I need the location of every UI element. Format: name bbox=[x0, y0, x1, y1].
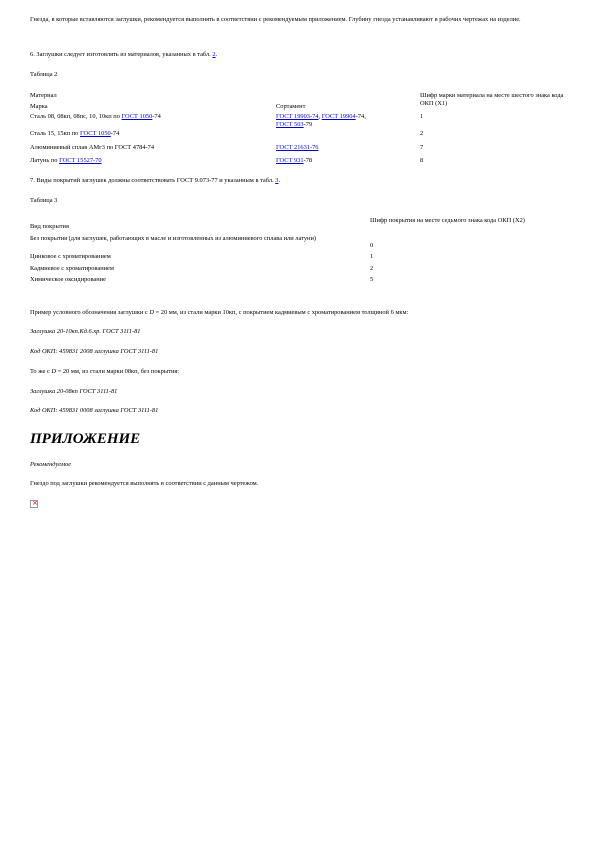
appendix-title: ПРИЛОЖЕНИЕ bbox=[30, 431, 141, 447]
gost-link[interactable]: ГОСТ 503 bbox=[276, 120, 304, 128]
appendix-subtitle: Рекомендуемое bbox=[30, 461, 72, 468]
header-code-x2: Шифр покрытия на месте седьмого знака кода ОКП (Х2) bbox=[370, 217, 525, 224]
table-2-header-row bbox=[28, 89, 568, 100]
okp-code-1: Код ОКП: 459831 2008 заглушка ГОСТ 3111-81 bbox=[30, 348, 159, 355]
table-3-link[interactable]: 3 bbox=[275, 177, 279, 184]
code-cell: 2 bbox=[420, 130, 424, 137]
cell-text: -74, bbox=[355, 113, 366, 120]
appendix-text: Гнездо под заглушки рекомендуется выполнять в соответствии с данным чертежом. bbox=[30, 480, 259, 487]
item-7-end: . bbox=[278, 177, 281, 184]
item-7-text: 7. Виды покрытий заглушек должны соответствовать ГОСТ 9.073-77 и указанным в табл. bbox=[30, 177, 276, 184]
table-row bbox=[28, 249, 568, 261]
cell-text: -79 bbox=[303, 120, 313, 128]
gost-link[interactable]: ГОСТ 19903-74 bbox=[276, 113, 319, 120]
cell-text: Химическое оксидирование bbox=[30, 276, 106, 283]
table-3-header-row bbox=[28, 217, 568, 231]
code-cell: 5 bbox=[370, 276, 374, 283]
example-text: То же с bbox=[30, 368, 52, 375]
table-row bbox=[28, 151, 568, 165]
variable-d: D bbox=[149, 309, 154, 316]
cell-text: Сталь 15, 15кп по bbox=[30, 130, 80, 137]
paragraph-sockets: Гнезда, в которые вставляются заглушки, рекомендуется выполнять в соответствии с рекомендуемым приложением. Глубину гнезда устанавливают в рабочих чертежах на изделие. bbox=[30, 16, 521, 23]
variable-d: D bbox=[51, 368, 57, 375]
example-text: = 20 мм, из стали марки 10кп, с покрытием кадмиевым с хроматированием толщиной 6 мкм: bbox=[153, 309, 409, 316]
item-7 bbox=[30, 177, 570, 185]
item-6-text: 6. Заглушки следует изготовлять из материалов, указанных в табл. bbox=[30, 51, 213, 58]
header-sortament: Сортамент bbox=[276, 102, 306, 110]
designation-1: Заглушка 20-10кп.Кд.6.хр. ГОСТ 3111-81 bbox=[30, 328, 141, 335]
cell-text: -78 bbox=[303, 157, 313, 164]
item-6-end: . bbox=[215, 51, 218, 58]
designation-2: Заглушка 20-08кп ГОСТ 3111-81 bbox=[30, 388, 118, 395]
gost-link[interactable]: ГОСТ 15527-70 bbox=[59, 157, 102, 164]
cell-text: Кадмиевое с хроматированием bbox=[30, 264, 114, 272]
table-row bbox=[28, 261, 568, 273]
header-material: Материал bbox=[30, 92, 57, 99]
code-cell: 1 bbox=[420, 113, 424, 120]
table-2 bbox=[28, 89, 568, 165]
code-cell: 0 bbox=[370, 241, 374, 249]
item-6 bbox=[30, 51, 570, 59]
example-2-intro bbox=[30, 368, 570, 376]
cell-text: Без покрытия (для заглушек, работающих в масле и изготовленных из алюминиевого сплава или латуни) bbox=[30, 234, 317, 242]
cell-text: Латунь по bbox=[30, 157, 60, 164]
broken-image-icon bbox=[30, 500, 38, 508]
table-row bbox=[28, 272, 568, 284]
gost-link[interactable]: ГОСТ 19904 bbox=[321, 113, 356, 120]
cell-text: Цинковое с хроматированием bbox=[30, 253, 111, 260]
cell-text: Алюминиевый сплав АМг3 по ГОСТ 4784-74 bbox=[30, 143, 155, 151]
header-code-x1: Шифр марки материала на месте шестого знака кода ОКП (Х1) bbox=[420, 92, 564, 107]
okp-code-2: Код ОКП: 459831 0008 заглушка ГОСТ 3111-81 bbox=[30, 407, 159, 414]
code-cell: 8 bbox=[420, 157, 424, 164]
cell-text: Сталь 08, 08кп, 08пс, 10, 10кп по bbox=[30, 113, 122, 120]
table-2-caption: Таблица 2 bbox=[30, 71, 58, 78]
table-row bbox=[28, 110, 568, 128]
cell-text: , bbox=[318, 113, 322, 120]
example-text: Пример условного обозначения заглушки с bbox=[30, 309, 150, 316]
code-cell: 1 bbox=[370, 253, 374, 260]
gost-link[interactable]: ГОСТ 931 bbox=[276, 157, 304, 164]
cell-text: -74 bbox=[152, 113, 161, 120]
example-text: = 20 мм, из стали марки 08кп, без покрытия: bbox=[56, 368, 180, 375]
table-3-caption: Таблица 3 bbox=[30, 197, 58, 204]
gost-link[interactable]: ГОСТ 1050 bbox=[79, 130, 111, 137]
table-row bbox=[28, 138, 568, 152]
code-cell: 7 bbox=[420, 143, 424, 151]
table-3 bbox=[28, 217, 568, 284]
header-coating-type: Вид покрытия bbox=[30, 223, 69, 230]
gost-link[interactable]: ГОСТ 21631-76 bbox=[276, 143, 319, 151]
table-2-link[interactable]: 2 bbox=[212, 51, 216, 58]
table-row bbox=[28, 231, 568, 250]
header-mark: Марка bbox=[30, 102, 48, 110]
table-row bbox=[28, 128, 568, 138]
example-1-intro bbox=[30, 309, 570, 317]
code-cell: 2 bbox=[370, 264, 374, 272]
gost-link[interactable]: ГОСТ 1050 bbox=[121, 113, 153, 120]
cell-text: -74 bbox=[110, 130, 120, 137]
